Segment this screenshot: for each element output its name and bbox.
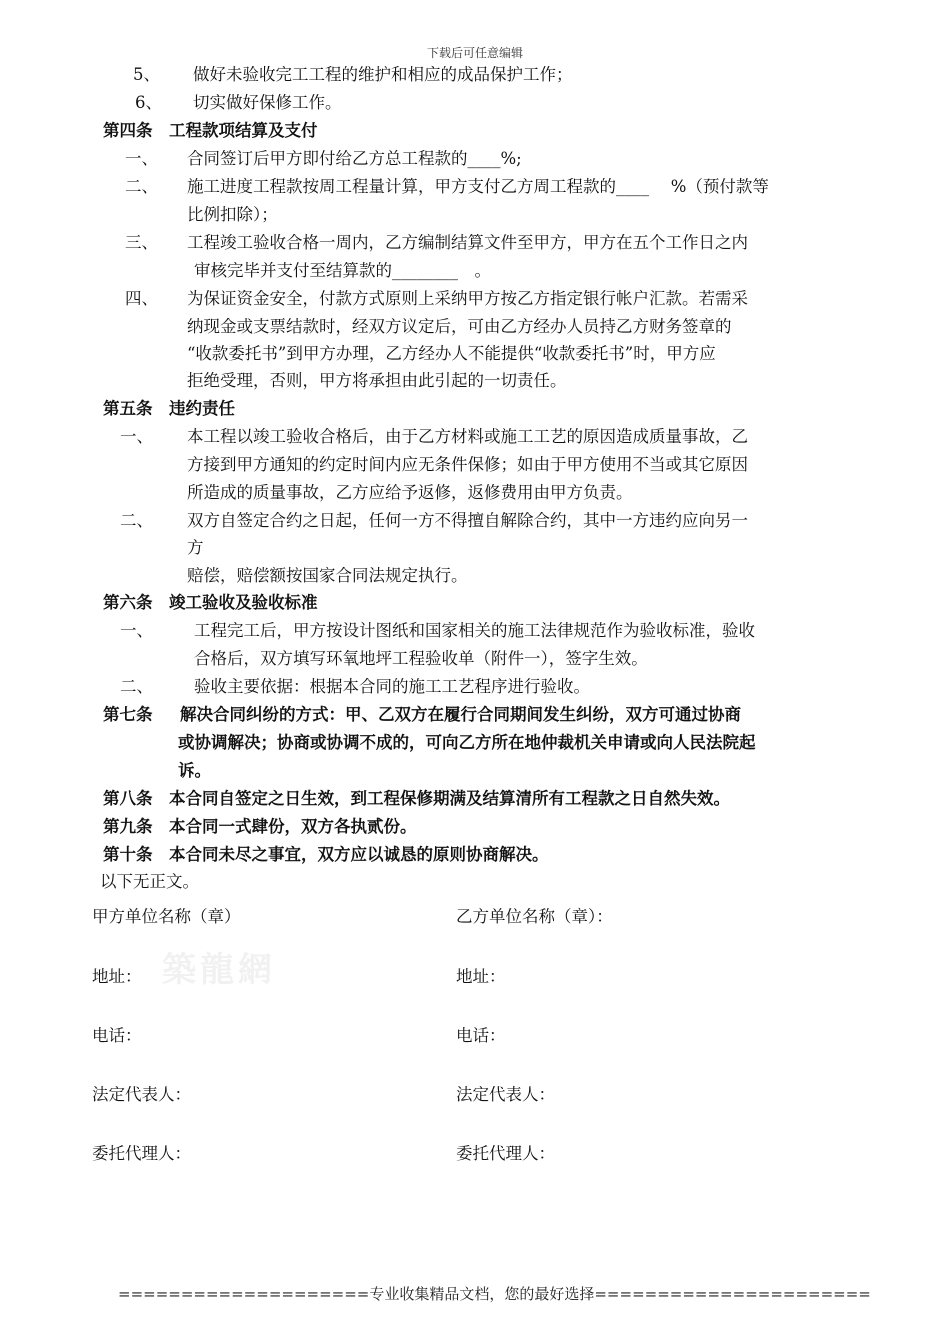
party-b-agent: 委托代理人： xyxy=(456,1144,555,1163)
item-text: 纳现金或支票结款时，经双方议定后，可由乙方经办人员持乙方财务签章的 xyxy=(187,317,732,336)
item-text: 合格后，双方填写环氧地坪工程验收单（附件一），签字生效。 xyxy=(194,649,648,668)
item-text: 所造成的质量事故，乙方应给予返修，返修费用由甲方负责。 xyxy=(187,483,633,502)
party-b-legal-rep: 法定代表人： xyxy=(456,1085,555,1104)
item-text: 工程竣工验收合格一周内，乙方编制结算文件至甲方，甲方在五个工作日之内 xyxy=(187,233,748,252)
clause-text: 第八条 本合同自签定之日生效，到工程保修期满及结算清所有工程款之日自然失效。 xyxy=(103,789,730,808)
item-number: 二、 xyxy=(125,177,158,196)
page-header: 下载后可任意编辑 xyxy=(426,46,523,60)
clause-title: 第五条 违约责任 xyxy=(103,399,235,418)
item-number: 四、 xyxy=(125,289,158,308)
clause-text: 或协调解决；协商或协调不成的，可向乙方所在地仲裁机关申请或向人民法院起 xyxy=(178,733,756,752)
item-text: 验收主要依据：根据本合同的施工工艺程序进行验收。 xyxy=(194,677,590,696)
party-a-address: 地址： xyxy=(92,967,142,986)
clause-title: 第六条 竣工验收及验收标准 xyxy=(103,593,318,612)
watermark: 築龍網 xyxy=(162,950,276,990)
item-text: 双方自签定合约之日起，任何一方不得擅自解除合约，其中一方违约应向另一 xyxy=(187,511,748,530)
item-number: 一、 xyxy=(125,149,158,168)
item-text: 比例扣除）； xyxy=(187,205,278,224)
party-b-address: 地址： xyxy=(456,967,506,986)
item-text: 合同签订后甲方即付给乙方总工程款的____%; xyxy=(187,149,522,168)
clause-text: 第十条 本合同未尽之事宜，双方应以诚恳的原则协商解决。 xyxy=(103,845,549,864)
item-text: 施工进度工程款按周工程量计算，甲方支付乙方周工程款的____ %（预付款等 xyxy=(187,177,769,196)
item-number: 二、 xyxy=(120,677,153,696)
clause-text: 第九条 本合同一式肆份，双方各执贰份。 xyxy=(103,817,417,836)
item-number: 一、 xyxy=(120,621,153,640)
clause-text: 诉。 xyxy=(178,761,211,780)
item-number: 5、 xyxy=(133,65,160,84)
page-footer: ====================专业收集精品文档，您的最好选择====================== xyxy=(118,1285,871,1303)
item-text: 赔偿，赔偿额按国家合同法规定执行。 xyxy=(187,566,468,585)
item-text: 审核完毕并支付至结算款的________ 。 xyxy=(194,261,491,280)
item-number: 6、 xyxy=(135,93,162,112)
party-a-phone: 电话： xyxy=(92,1026,142,1045)
party-a-legal-rep: 法定代表人： xyxy=(92,1085,191,1104)
item-text: 为保证资金安全，付款方式原则上采纳甲方按乙方指定银行帐户汇款。若需采 xyxy=(187,289,748,308)
item-text: 做好未验收完工工程的维护和相应的成品保护工作； xyxy=(193,65,573,84)
party-b-phone: 电话： xyxy=(456,1026,506,1045)
item-text: 切实做好保修工作。 xyxy=(193,93,342,112)
item-number: 二、 xyxy=(120,511,153,530)
party-a-name: 甲方单位名称（章） xyxy=(92,907,241,926)
item-text: 方 xyxy=(187,538,204,557)
end-note: 以下无正文。 xyxy=(100,872,199,891)
clause-label: 第七条 xyxy=(103,705,153,724)
clause-title: 第四条 工程款项结算及支付 xyxy=(103,121,318,140)
item-number: 一、 xyxy=(120,427,153,446)
party-b-name: 乙方单位名称（章）： xyxy=(456,907,613,926)
item-number: 三、 xyxy=(125,233,158,252)
item-text: 本工程以竣工验收合格后，由于乙方材料或施工工艺的原因造成质量事故，乙 xyxy=(187,427,748,446)
item-text: 方接到甲方通知的约定时间内应无条件保修；如由于甲方使用不当或其它原因 xyxy=(187,455,748,474)
party-a-agent: 委托代理人： xyxy=(92,1144,191,1163)
clause-text: 解决合同纠纷的方式：甲、乙双方在履行合同期间发生纠纷，双方可通过协商 xyxy=(180,705,741,724)
item-text: “收款委托书”到甲方办理，乙方经办人不能提供“收款委托书”时，甲方应 xyxy=(187,344,716,363)
item-text: 拒绝受理，否则，甲方将承担由此引起的一切责任。 xyxy=(187,371,567,390)
item-text: 工程完工后，甲方按设计图纸和国家相关的施工法律规范作为验收标准，验收 xyxy=(194,621,755,640)
